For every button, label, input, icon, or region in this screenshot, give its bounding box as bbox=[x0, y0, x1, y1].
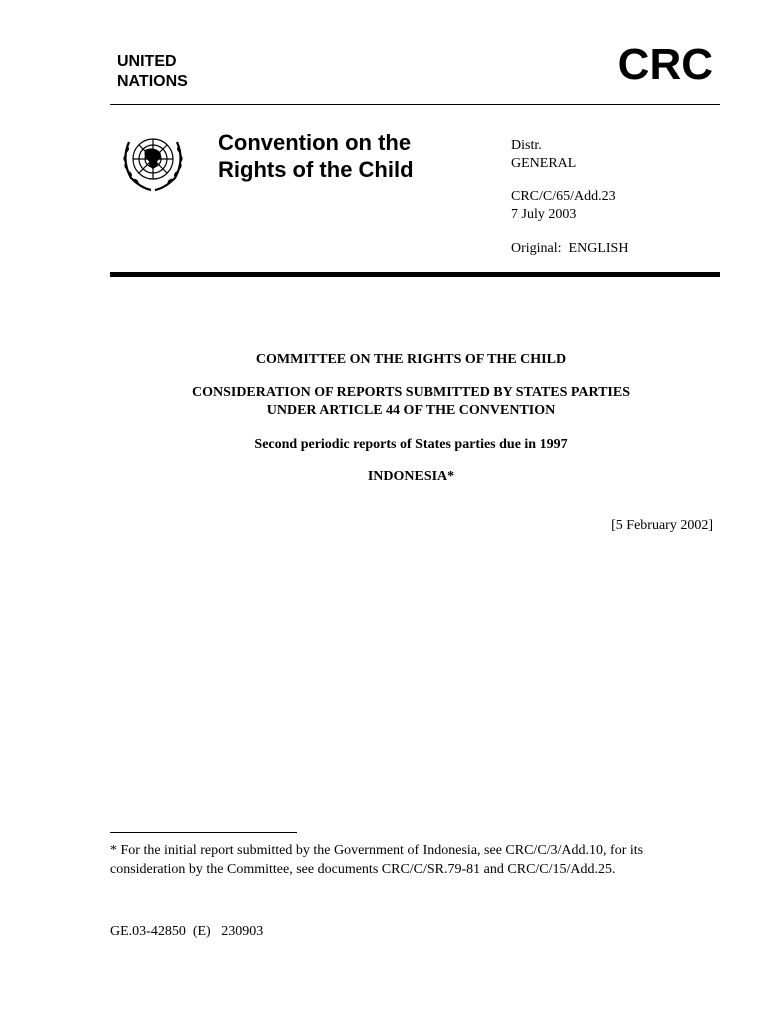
original-language: Original: ENGLISH bbox=[511, 241, 629, 256]
document-symbol-block bbox=[511, 188, 616, 224]
document-date: 7 July 2003 bbox=[511, 207, 577, 222]
convention-title bbox=[218, 129, 414, 183]
document-symbol: CRC/C/65/Add.23 bbox=[511, 189, 616, 204]
convention-title-line2: Rights of the Child bbox=[218, 157, 414, 182]
consideration-line2: UNDER ARTICLE 44 OF THE CONVENTION bbox=[266, 403, 556, 418]
report-date: [5 February 2002] bbox=[611, 518, 713, 533]
distr-label: Distr. bbox=[511, 138, 542, 153]
consideration-heading bbox=[110, 384, 712, 420]
org-name-line1: UNITED bbox=[117, 53, 177, 70]
footnote-text: * For the initial report submitted by the Government of Indonesia, see CRC/C/3/Add.10, for its consideration by the Committee, see documents CRC/C/SR.79-81 and CRC/C/15/Add.25. bbox=[110, 843, 644, 877]
series-symbol: CRC bbox=[617, 40, 713, 89]
distr-level: GENERAL bbox=[511, 156, 577, 171]
consideration-line1: CONSIDERATION OF REPORTS SUBMITTED BY STATES PARTIES bbox=[191, 385, 631, 400]
org-name bbox=[117, 52, 188, 92]
header-thick-divider bbox=[110, 272, 720, 277]
convention-title-line1: Convention on the bbox=[218, 130, 412, 155]
org-name-line2: NATIONS bbox=[117, 73, 188, 90]
job-number: GE.03-42850 (E) 230903 bbox=[110, 924, 264, 939]
distribution-block bbox=[511, 137, 576, 173]
committee-heading: COMMITTEE ON THE RIGHTS OF THE CHILD bbox=[255, 352, 567, 367]
header-divider bbox=[110, 104, 720, 105]
footnote-divider bbox=[110, 832, 297, 833]
country-heading: INDONESIA* bbox=[367, 469, 455, 484]
un-emblem-icon bbox=[115, 128, 191, 194]
periodic-report-heading: Second periodic reports of States parties due in 1997 bbox=[254, 437, 568, 452]
